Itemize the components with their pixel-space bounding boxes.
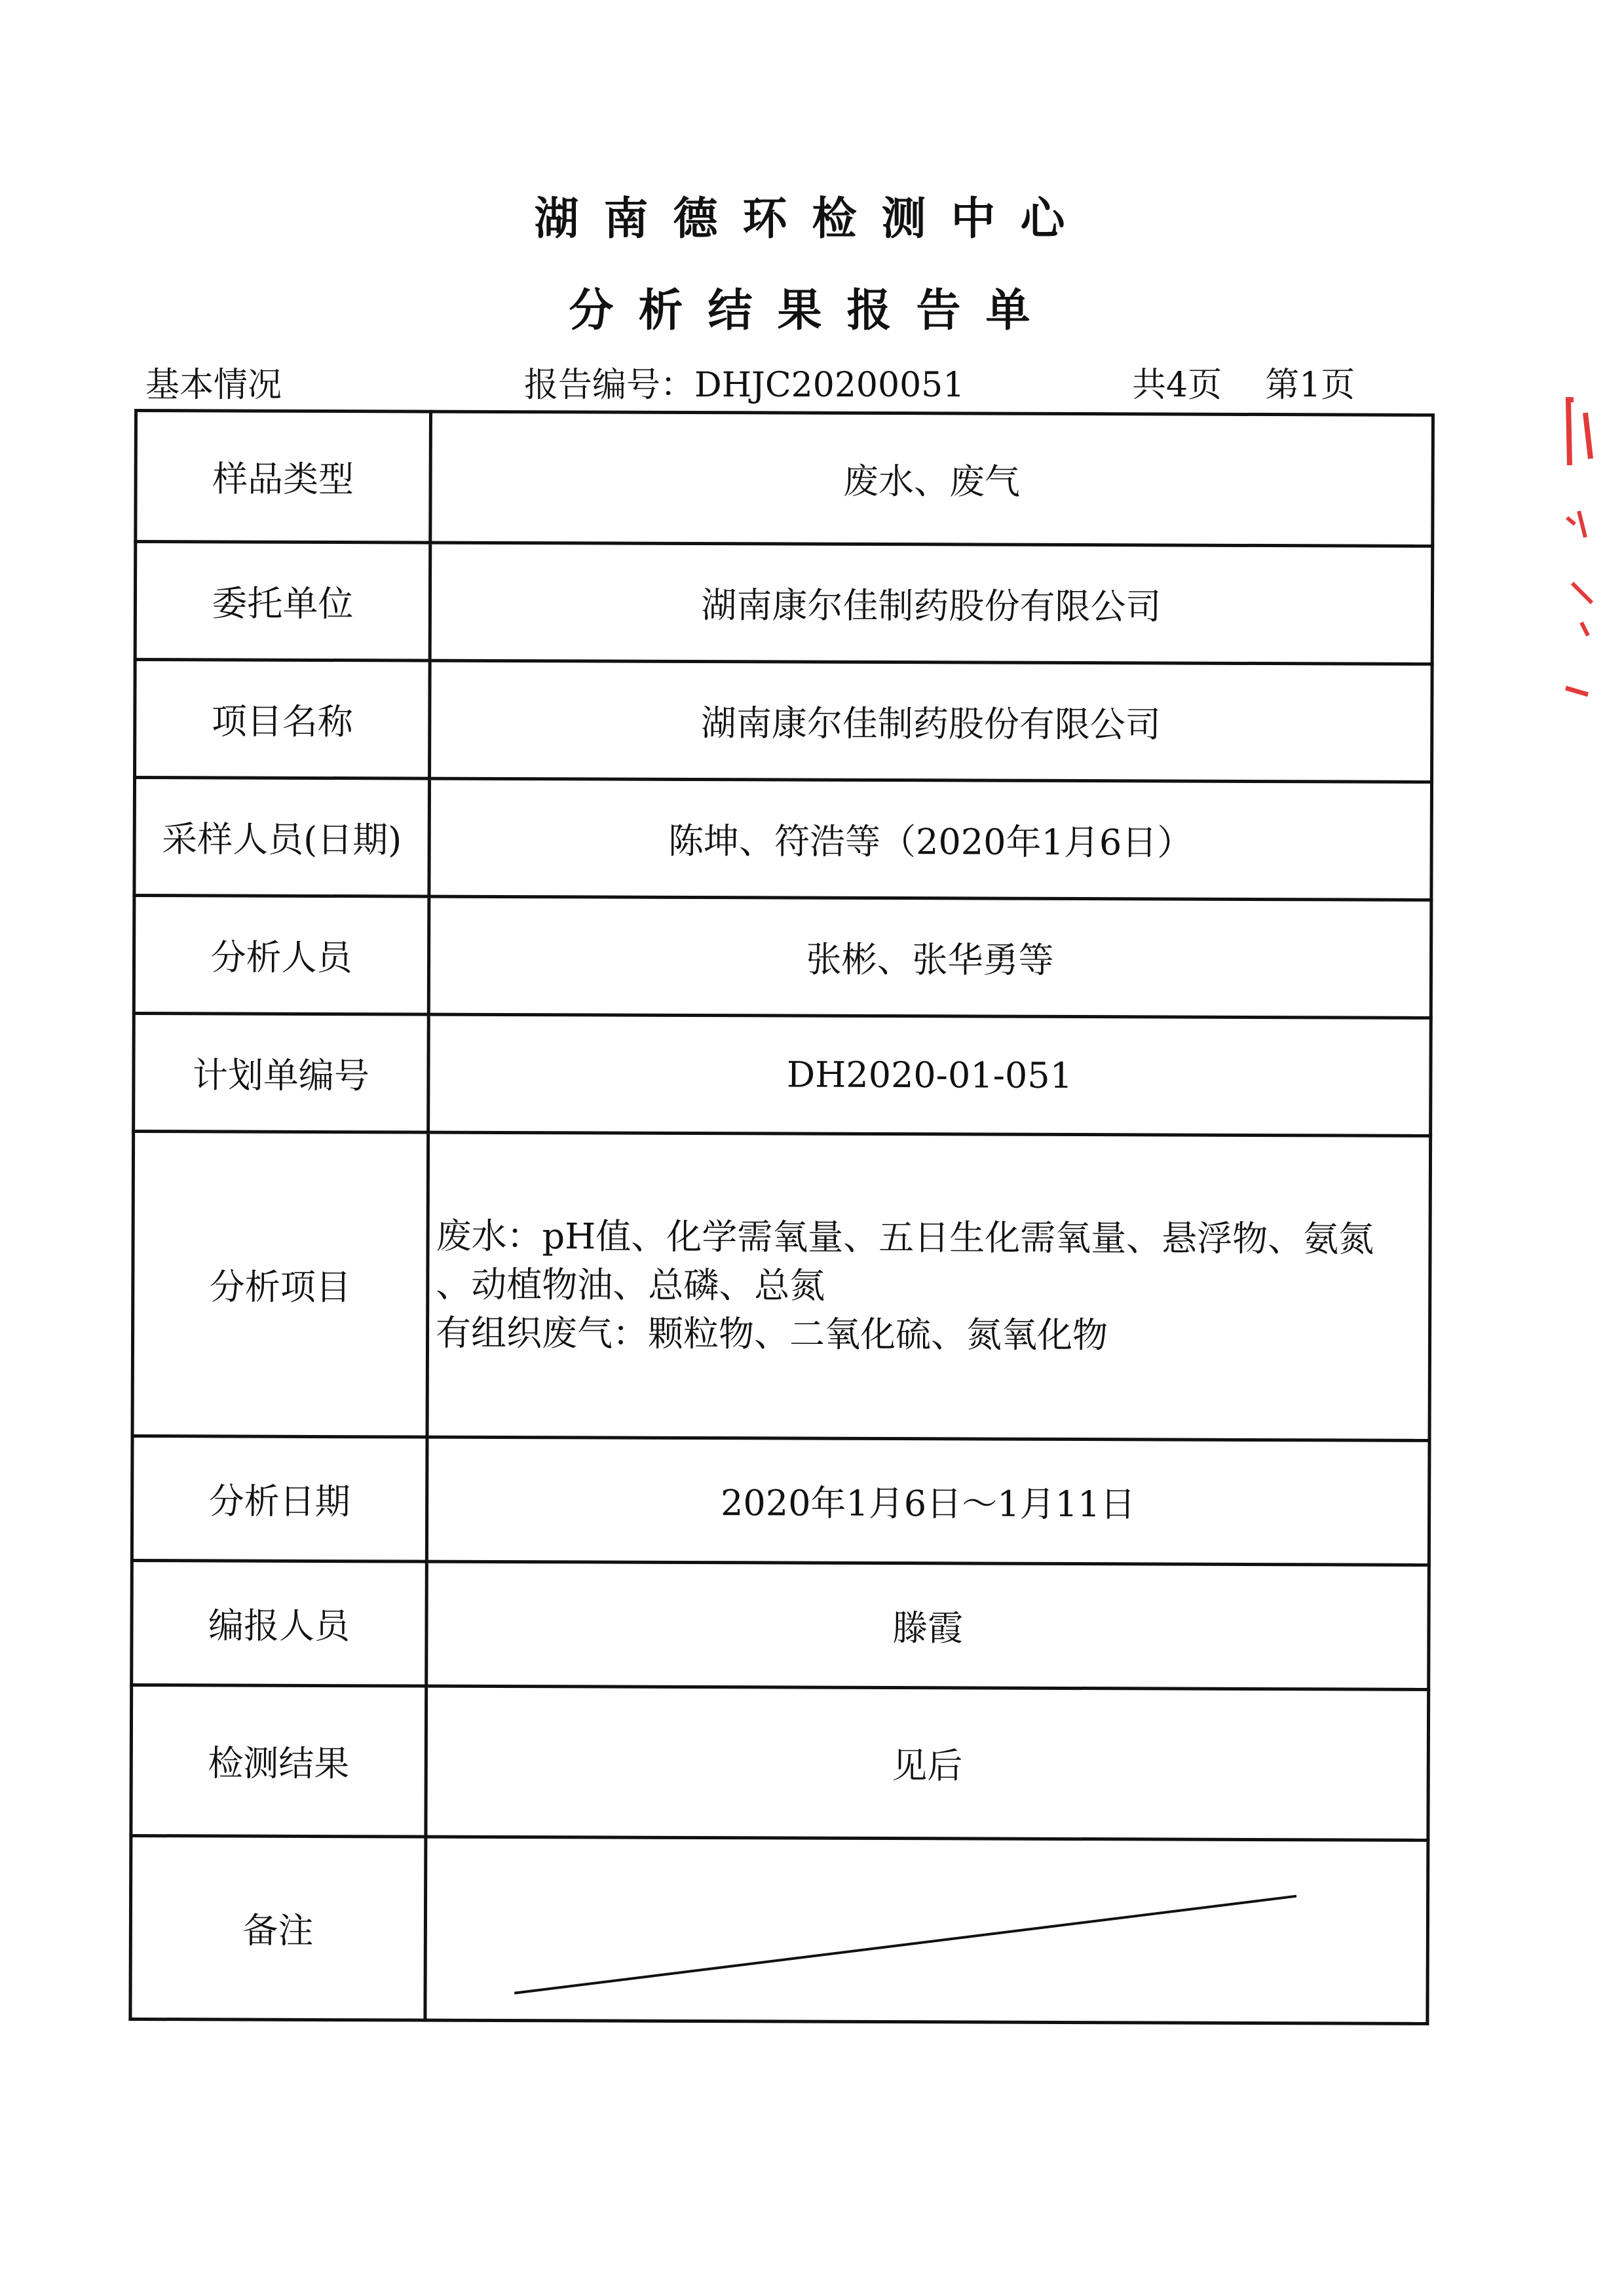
report-number: 报告编号：DHJC20200051 (524, 366, 965, 405)
page-info: 共4页 第1页 (1132, 366, 1355, 405)
basic-info-table (128, 409, 1435, 2025)
section-label: 基本情况 (145, 366, 282, 405)
stamp-edge-mark (1559, 387, 1605, 714)
row-label-analysis-items: 分析项目 (132, 1132, 428, 1438)
table-row (134, 1014, 1431, 1136)
row-value-client: 湖南康尔佳制药股份有限公司 (430, 543, 1433, 664)
table-row (132, 1132, 1431, 1441)
table-row (132, 1560, 1429, 1689)
row-value-sample-type: 废水、废气 (430, 411, 1433, 546)
table-row (136, 411, 1433, 546)
row-label-sampler: 采样人员(日期) (134, 778, 430, 897)
analysis-items-line: 有组织废气：颗粒物、二氧化硫、氮氧化物 (435, 1312, 1108, 1356)
row-label-project-name: 项目名称 (135, 660, 430, 779)
table-row (134, 778, 1432, 900)
document-title: 分析结果报告单 (569, 284, 1055, 337)
row-label-remarks: 备注 (130, 1835, 426, 2020)
row-label-compiler: 编报人员 (132, 1560, 427, 1686)
table-row (131, 1685, 1429, 1840)
row-label-plan-number: 计划单编号 (134, 1014, 429, 1133)
row-value-remarks (425, 1837, 1428, 2023)
row-label-test-results: 检测结果 (131, 1685, 426, 1837)
row-value-compiler: 滕霞 (426, 1561, 1429, 1689)
row-label-analysis-date: 分析日期 (132, 1436, 427, 1561)
analysis-items-line: 、动植物油、总磷、总氮 (436, 1263, 825, 1307)
row-value-test-results: 见后 (426, 1686, 1429, 1840)
row-value-project-name: 湖南康尔佳制药股份有限公司 (430, 660, 1433, 782)
row-value-analysis-items (427, 1132, 1431, 1440)
row-label-sample-type: 样品类型 (136, 411, 431, 543)
row-value-analysts: 张彬、张华勇等 (428, 896, 1431, 1018)
org-title: 湖南德环检测中心 (534, 193, 1090, 245)
table-row (135, 660, 1433, 782)
row-value-plan-number: DH2020-01-051 (428, 1014, 1431, 1136)
table-row (130, 1835, 1428, 2023)
row-value-analysis-date: 2020年1月6日～1月11日 (426, 1437, 1429, 1565)
remarks-strike-line (426, 1839, 1426, 2022)
table-row (134, 896, 1431, 1018)
row-label-client: 委托单位 (135, 542, 430, 661)
row-label-analysts: 分析人员 (134, 896, 429, 1015)
analysis-items-line: 废水：pH值、化学需氧量、五日生化需氧量、悬浮物、氨氮 (436, 1215, 1374, 1260)
table-row (132, 1436, 1429, 1565)
row-value-sampler: 陈坤、符浩等（2020年1月6日） (429, 778, 1432, 900)
table-row (135, 542, 1433, 664)
